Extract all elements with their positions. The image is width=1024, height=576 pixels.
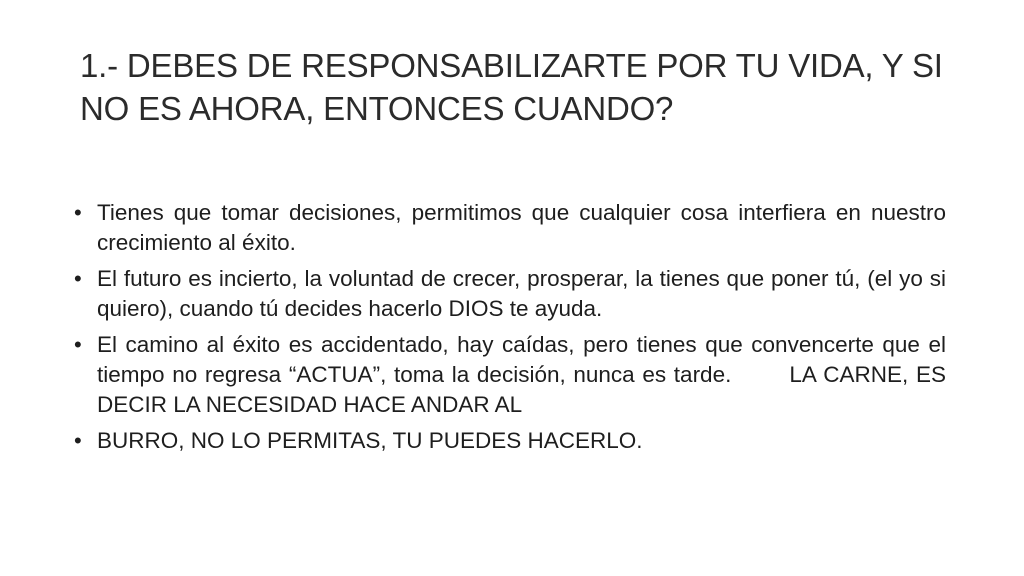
bullet-dot-icon: • xyxy=(74,428,82,453)
bullet-item-2 xyxy=(74,264,946,324)
bullet-dot-icon: • xyxy=(74,332,82,357)
bullet-item-3 xyxy=(74,330,946,420)
bullet-item-4 xyxy=(74,426,946,456)
bullet-text-continuation: LA CARNE, ES DECIR LA NECESIDAD HACE ANDAR AL xyxy=(97,362,946,417)
bullet-text: BURRO, NO LO PERMITAS, TU PUEDES HACERLO. xyxy=(97,428,643,453)
bullet-text: El camino al éxito es accidentado, hay caídas, pero tienes que convencerte que el tiempo no regresa “ACTUA”, toma la decisión, nunca es tarde. xyxy=(97,332,946,387)
bullet-list xyxy=(74,198,946,462)
slide-title: 1.- DEBES DE RESPONSABILIZARTE POR TU VIDA, Y SI NO ES AHORA, ENTONCES CUANDO? xyxy=(80,47,943,127)
bullet-dot-icon: • xyxy=(74,266,82,291)
bullet-text: El futuro es incierto, la voluntad de crecer, prosperar, la tienes que poner tú, (el yo si quiero), cuando tú decides hacerlo DIOS te ayuda. xyxy=(97,266,946,321)
bullet-dot-icon: • xyxy=(74,200,82,225)
bullet-text: Tienes que tomar decisiones, permitimos que cualquier cosa interfiera en nuestro crecimiento al éxito. xyxy=(97,200,946,255)
bullet-item-1 xyxy=(74,198,946,258)
